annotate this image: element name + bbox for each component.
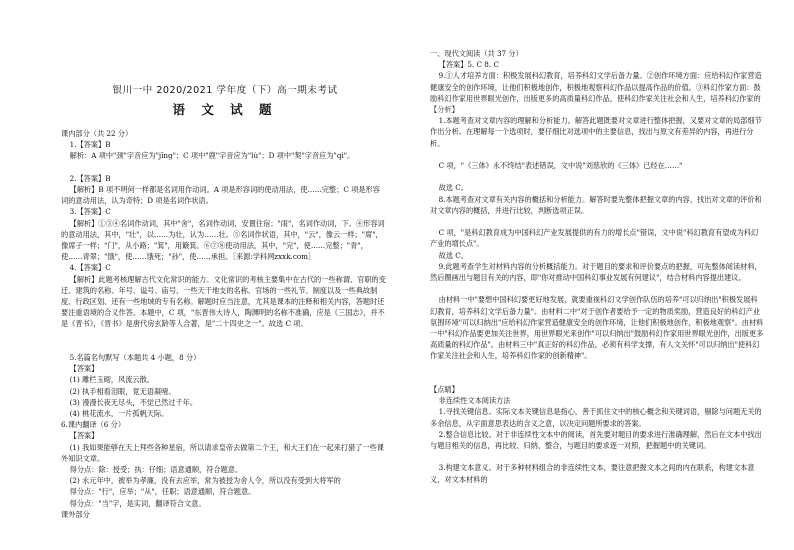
text-line: 课外部分 (61, 509, 90, 519)
text-line: 【答案】 (69, 364, 99, 374)
text-line: 3.【答案】C (69, 207, 111, 217)
text-line: 故选 C。 (438, 250, 468, 260)
right-column (430, 48, 764, 485)
text-line: 【答案】 (69, 431, 99, 441)
text-line: (1) 雕栏玉砌，风流云散。 (69, 375, 154, 385)
exam-title: 语 文 试 题 (172, 102, 278, 117)
text-line: 得分点："行"，应举；"从"，任职；语意通顺，符合题意。 (69, 487, 256, 497)
school-title: 银川一中 2020/2021 学年度（下）高一期末考试 (112, 85, 338, 96)
text-line: 2.整合信息比较。对于非连续性文本中的阅读，首先要对题目的要求进行准确理解，然后在文本中找出与题目相关的信息，再比较、归纳、整合，与题目的要求逐一对照，把握题中的关键词。 (430, 429, 762, 450)
text-line: (2) 永元年中，被举为孝廉，没有去应举，常为被授为舍人令，所以没有受到大将军的 (69, 476, 341, 486)
page-header (90, 82, 360, 118)
text-line: 1.【答案】B (69, 140, 111, 150)
text-line: 非连续性文本阅读方法 (438, 396, 511, 406)
text-line: (3) 漫漫长夜无尽头，不觉已然过千年。 (69, 397, 198, 407)
text-line: 4.【答案】C (69, 263, 111, 273)
text-line: 6.课内翻译（6 分） (61, 420, 126, 430)
text-line: 【点睛】 (430, 384, 459, 394)
text-line: 故选 C。 (438, 183, 468, 193)
text-line: 2.【答案】B (69, 173, 111, 183)
text-line: 课内部分（共 22 分） (61, 129, 133, 138)
text-line: 1.本题考查对文章内容的理解和分析能力。解答此题既要对文章进行整体把握，又要对文章的局部细节作出分析。在理解每一个选项时，要仔细比对选项中的主要信息，找出与原文有差异的内容，再进行分析。 (430, 116, 762, 148)
text-line: 【解析】①③④名词作动词，其中"舍"，名词作动词，安置住宿；"雨"，名词作动词，下。④形容词的意动用法，其中，"壮"，以……为壮，认为……壮。⑤名词作状语，其中，"云"，像云一样；"席"，像席子一样；"门"，从小路；"箕"，用簸箕。⑥⑦⑧使动用法，其中，"完"，使……完整；"青"，使……青翠；"饿"，使……饿死；"孙"，使……承担。［来源:学科网zxxk.com］ (61, 218, 385, 262)
text-line: 3.构建文本意义。对于多种材料组合的非连续性文本，要注意把握文本之间的内在联系，构建文本意义，对文本材料的 (430, 463, 755, 484)
text-line: 【解析】此题考核理解古代文化常识的能力。文化常识的考核主要集中在古代的一些称谓、官职的变迁、建筑的名称、年号、谥号、庙号、一些天干地支的名称、官场的一些礼节、制度以及一些典故制度、行政区划、还有一些地域的专有名称。解题时应当注意，尤其是课本的注释和相关内容，答题时还要注重语境的合义作答。本题中，C 项，"东晋伟大诗人，陶渊明的名称不准确，应是《三国志》，并不是《晋书》，《晋书》是唐代房玄龄等人合著，是"二十四史之一"。故选 C 项。 (61, 274, 386, 329)
text-line: 8.本题考查对文章有关内容的概括和分析能力。解答时要先整体把握文章的内容，找出对文章的评价和对文章内容的概括，并进行比较，判断选项正误。 (430, 194, 762, 215)
text-line: 9.此题考查学生对材料内容的分析概括能力。对于题目的要求和评价要点的把握，可先整体阅读材料，然后圈画出与题目有关的内容，即"你对推动中国科幻事业发展有何建议"，结合材料内容提出建议。 (430, 261, 762, 282)
text-line: 得分点："当"字，是实词，翻译符合文意。 (69, 498, 206, 508)
text-line: 1.寻找关键信息。实际文本关键信息是指心，善于抓住文中的核心概念和关键词语，剔除与问题无关的多余信息，从字面意思表达的含义之意，以决定问题所要求的答案。 (430, 407, 762, 428)
left-column (61, 128, 387, 520)
text-line: (1) 我如果能够在天上拜些各种星宿，所以请求皇帝去做第二个王，和大王们在一起来打猎了一些课外知识文章。 (61, 442, 384, 463)
text-line: 一、现代文阅读（共 37 分） (430, 49, 523, 58)
text-line: C 项，"《三体》永不终结"表述错误，文中说"刘慈欣的《三体》已经在……" (438, 161, 683, 170)
text-line: C 项，"是科幻教育成为中国科幻产业发展提供的有力的增长点"错误，文中说"科幻教育有望成为科幻产业的增长点"。 (430, 228, 759, 249)
text-line: 【答案】5. C 8. C (438, 60, 499, 70)
text-line: 【分析】 (430, 105, 459, 114)
text-line: (2) 执手相看泪眼，竟无语凝噎。 (69, 386, 176, 396)
text-line: 解析：A 项中"颈"字音应为"jǐng"；C 项中"鹿"字音应为"lù"；D 项中"契"字音应为"qì"。 (69, 151, 355, 161)
text-line: 5.名篇名句默写（本题共 4 小题，8 分） (69, 352, 201, 362)
text-line: 由材料一中"要想中国科幻要更好地发展，就要重视科幻文学创作队伍的培养"可以归纳出"积极发展科幻教育，培养科幻文学后备力量"。由材料二中"对于创作者要给予一定的物质奖励，营造良好的科幻产业氛围环境"可以归纳出"应给科幻作家营造健康安全的创作环境，让他们积极地创作，积极地观察"。由材料一中"科幻作品要更加关注世界，用世界眼光来创作"可以归纳出"鼓励科幻作家用世界眼光创作，出版更多高质量的科幻作品"。由材料三中"真正好的科幻作品，必须有科学支撑，有人文关怀"可以归纳出"使科幻作家关注社会和人生，培养科幻作家的创新精神"。 (430, 295, 764, 361)
text-line: (4) 桃花流水，一片孤帆天际。 (69, 409, 169, 418)
text-line: 【解析】B 项不明何一样都是名词用作动词。A 项是形容词的使动用法，使……完整；C 项是形容词的意动用法，认为奇特；D 项是名词作状语。 (61, 185, 380, 206)
text-line: 9.①人才培养方面：积极发展科幻教育，培养科幻文学后备力量。②创作环境方面：应给科幻作家营造健康安全的创作环境，让他们积极地创作，积极地观察科幻作品以提高作品的价值。③科幻作家方面：鼓励科幻作家用世界眼光创作，出版更多的高质量科幻作品，使科幻作家关注社会和人生，培养科幻作家的 (430, 71, 762, 103)
text-line: 得分点：除：授受；执：仔细；语意通顺，符合题意。 (69, 465, 243, 474)
